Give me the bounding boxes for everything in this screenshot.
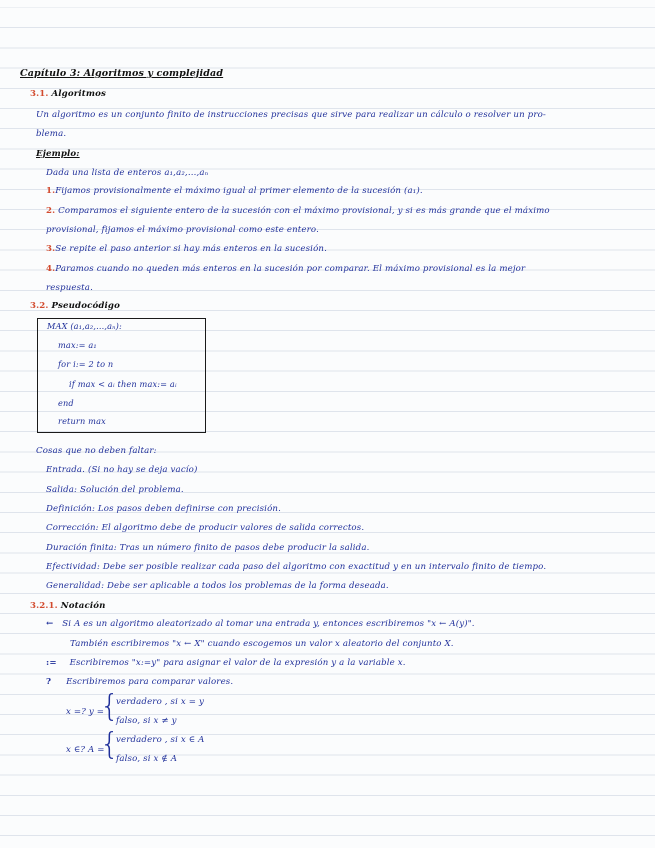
definition-line-2: blema. — [36, 129, 67, 139]
property-text: Debe ser posible realizar cada paso del algoritmo con exactitud y en un intervalo finito de tiempo. — [102, 562, 547, 572]
step-text: Se repite el paso anterior si hay más enteros en la sucesión. — [55, 244, 327, 254]
left-arrow-icon: ← — [46, 619, 54, 629]
example-step-3 — [46, 244, 327, 254]
step-text: Paramos cuando no queden más enteros en la sucesión por comparar. El máximo provisional es la mejor — [55, 264, 526, 274]
properties-intro: Cosas que no deben faltar: — [36, 446, 157, 456]
property-text: Solución del problema. — [79, 485, 184, 495]
step-number: 2. — [46, 206, 56, 216]
property-label: Generalidad: — [46, 581, 105, 591]
property-entrada — [46, 465, 198, 475]
property-label: Entrada. — [46, 465, 86, 475]
pseudocode-box — [37, 318, 206, 433]
code-line-1: MAX (a₁,a₂,...,aₙ): — [47, 321, 122, 331]
membership-false: falso, si x ∉ A — [116, 754, 178, 764]
example-step-1 — [46, 186, 423, 196]
property-text: Debe ser aplicable a todos los problemas de la forma deseada. — [107, 581, 389, 591]
notation-compare — [46, 677, 233, 687]
notation-text: Si A es un algoritmo aleatorizado al tomar una entrada y, entonces escribiremos "x ← A(y)". — [62, 619, 475, 629]
section-title: Notación — [60, 601, 106, 611]
code-line-2: max:= a₁ — [58, 340, 97, 350]
example-step-4 — [46, 264, 525, 274]
property-label: Salida: — [46, 485, 78, 495]
notation-text: Escribiremos "x:=y" para asignar el valor de la expresión y a la variable x. — [69, 658, 406, 668]
example-intro: Dada una lista de enteros a₁,a₂,...,aₙ — [46, 168, 209, 178]
example-label: Ejemplo: — [36, 149, 80, 159]
code-line-5: end — [58, 398, 74, 408]
property-label: Corrección: — [46, 523, 99, 533]
property-text: El algoritmo debe de producir valores de salida correctos. — [101, 523, 365, 533]
equality-true: verdadero , si x = y — [116, 697, 204, 707]
example-step-2-cont: provisional, fijamos el máximo provisional como este entero. — [46, 225, 319, 235]
code-line-3: for i:= 2 to n — [58, 359, 114, 369]
property-text: (Si no hay se deja vacío) — [87, 465, 198, 475]
section-title: Pseudocódigo — [51, 301, 120, 311]
membership-true: verdadero , si x ∈ A — [116, 735, 205, 745]
membership-lhs: x ∈? A = — [66, 745, 105, 755]
section-3-1-heading — [30, 89, 106, 99]
property-duracion — [46, 543, 369, 553]
step-number: 4. — [46, 264, 56, 274]
assign-symbol: := — [46, 658, 57, 668]
equality-lhs: x =? y = — [66, 707, 105, 717]
notation-assign — [46, 658, 406, 668]
notation-text: Escribiremos para comparar valores. — [66, 677, 234, 687]
question-symbol: ? — [46, 677, 52, 687]
property-salida — [46, 485, 184, 495]
notation-arrow — [46, 619, 475, 629]
code-line-6: return max — [58, 416, 106, 426]
section-3-2-heading — [30, 301, 120, 311]
section-number: 3.1. — [30, 89, 49, 99]
property-efectividad — [46, 562, 546, 572]
section-title: Algoritmos — [51, 89, 107, 99]
property-label: Definición: — [46, 504, 96, 514]
step-number: 3. — [46, 244, 56, 254]
left-brace-icon: { — [100, 689, 120, 724]
section-number: 3.2. — [30, 301, 49, 311]
example-step-2 — [46, 206, 550, 216]
code-line-4: if max < aᵢ then max:= aᵢ — [69, 379, 177, 389]
equality-false: falso, si x ≠ y — [116, 716, 177, 726]
property-text: Tras un número finito de pasos debe producir la salida. — [119, 543, 370, 553]
example-step-4-cont: respuesta. — [46, 283, 93, 293]
property-generalidad — [46, 581, 389, 591]
step-text: Fijamos provisionalmente el máximo igual al primer elemento de la sucesión (a₁). — [55, 186, 423, 196]
property-text: Los pasos deben definirse con precisión. — [97, 504, 281, 514]
property-label: Efectividad: — [46, 562, 100, 572]
notation-arrow-cont: También escribiremos "x ← X" cuando escogemos un valor x aleatorio del conjunto X. — [70, 639, 454, 649]
property-correccion — [46, 523, 364, 533]
chapter-title: Capítulo 3: Algoritmos y complejidad — [20, 68, 224, 79]
step-number: 1. — [46, 186, 56, 196]
section-number: 3.2.1. — [30, 601, 58, 611]
step-text: Comparamos el siguiente entero de la sucesión con el máximo provisional, y si es más grande que el máximo — [58, 206, 550, 216]
property-label: Duración finita: — [46, 543, 117, 553]
left-brace-icon: { — [100, 727, 120, 762]
section-3-2-1-heading — [30, 601, 106, 611]
definition-line-1: Un algoritmo es un conjunto finito de instrucciones precisas que sirve para realizar un cálculo o resolver un pro- — [36, 110, 546, 120]
property-definicion — [46, 504, 281, 514]
